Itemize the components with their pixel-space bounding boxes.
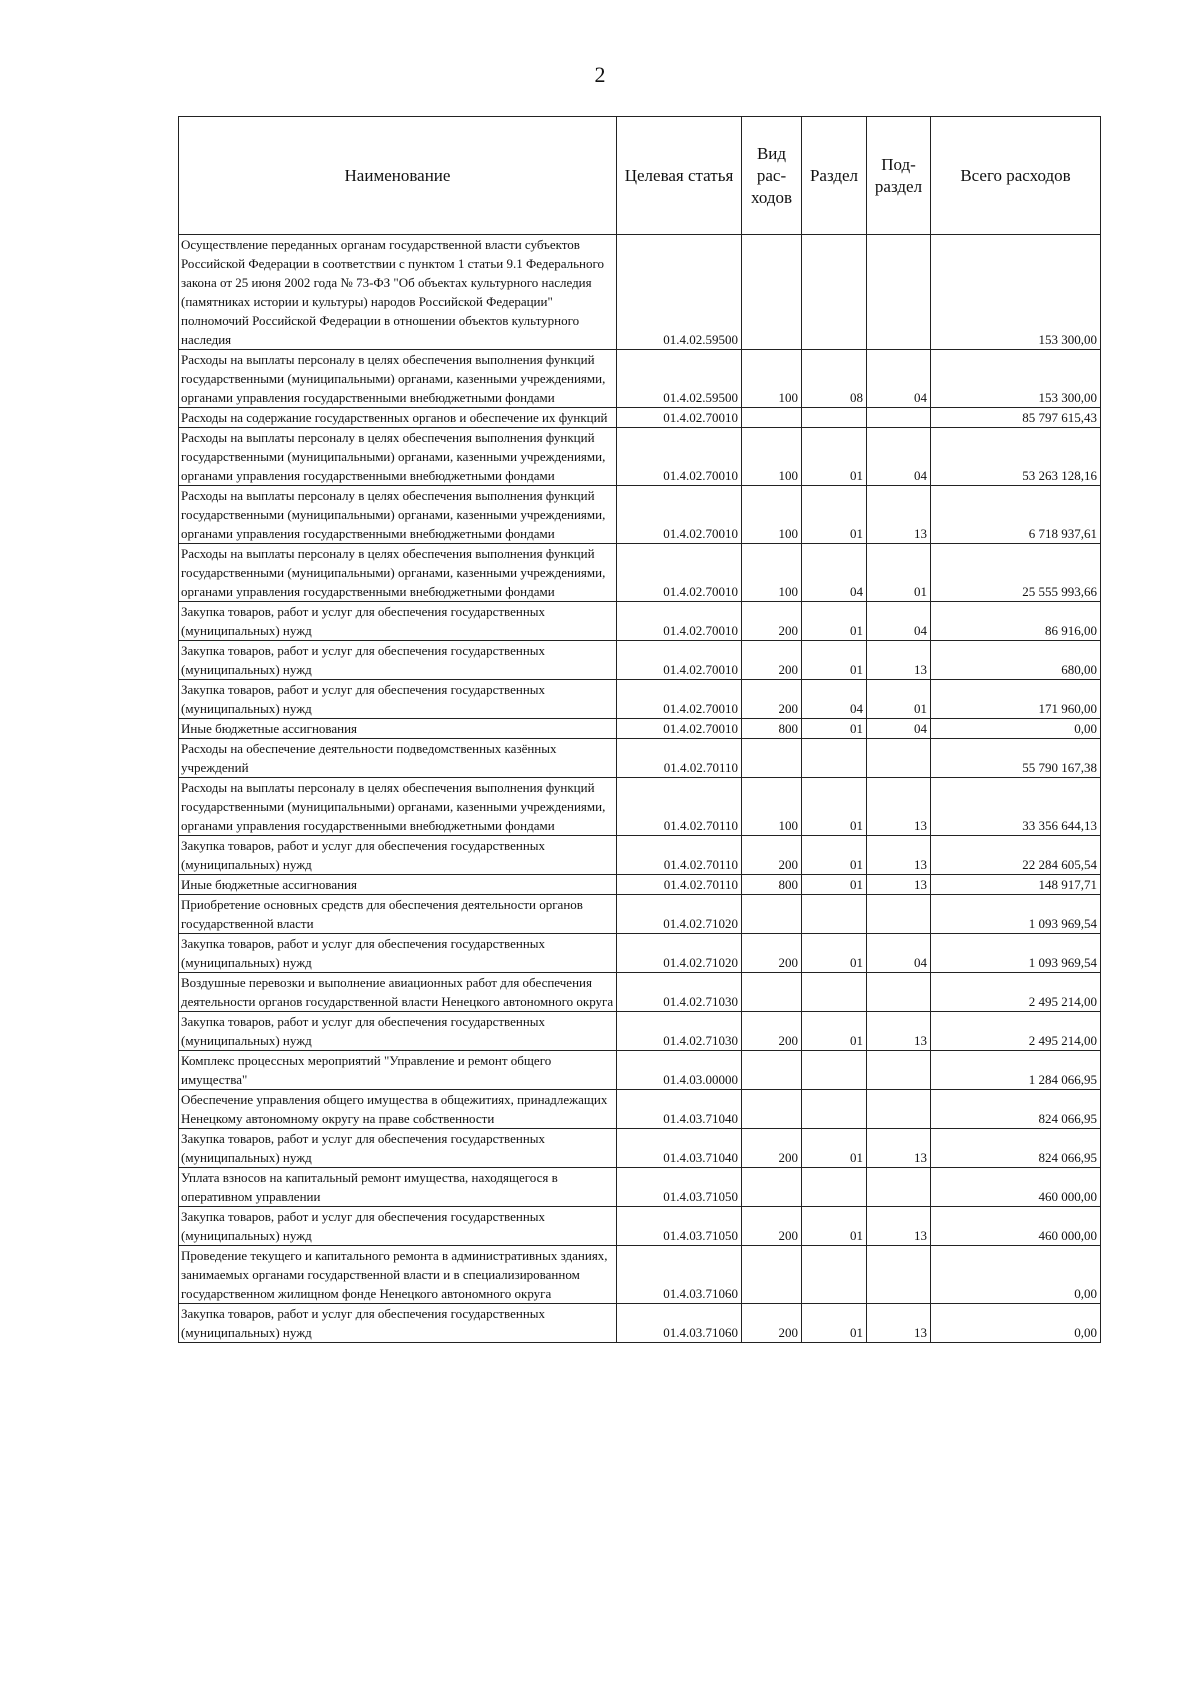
cell-target: 01.4.03.71050 [617,1168,742,1207]
cell-name: Приобретение основных средств для обеспечения деятельности органов государственной власти [179,895,617,934]
cell-target: 01.4.02.70110 [617,875,742,895]
cell-total: 0,00 [931,1246,1101,1304]
cell-subsection: 13 [867,836,931,875]
cell-target: 01.4.02.70010 [617,602,742,641]
table-row [179,973,1101,1012]
cell-total: 55 790 167,38 [931,739,1101,778]
table-row [179,428,1101,486]
cell-target: 01.4.02.70110 [617,778,742,836]
cell-section: 01 [802,1129,867,1168]
table-row [179,350,1101,408]
cell-target: 01.4.02.70010 [617,408,742,428]
cell-name: Комплекс процессных мероприятий "Управление и ремонт общего имущества" [179,1051,617,1090]
cell-type: 800 [742,875,802,895]
cell-subsection: 13 [867,1304,931,1343]
cell-type [742,1246,802,1304]
cell-type [742,1168,802,1207]
cell-name: Иные бюджетные ассигнования [179,719,617,739]
cell-type: 200 [742,680,802,719]
cell-total: 1 093 969,54 [931,895,1101,934]
cell-name: Закупка товаров, работ и услуг для обеспечения государственных (муниципальных) нужд [179,641,617,680]
cell-section: 01 [802,934,867,973]
cell-subsection: 13 [867,875,931,895]
cell-name: Закупка товаров, работ и услуг для обеспечения государственных (муниципальных) нужд [179,934,617,973]
cell-total: 85 797 615,43 [931,408,1101,428]
cell-section: 01 [802,1304,867,1343]
cell-total: 460 000,00 [931,1168,1101,1207]
table-header-row [179,117,1101,235]
cell-section [802,235,867,350]
cell-target: 01.4.02.70010 [617,641,742,680]
page-number: 2 [594,62,606,87]
cell-type: 100 [742,486,802,544]
table-row [179,641,1101,680]
cell-total: 0,00 [931,719,1101,739]
table-row [179,739,1101,778]
cell-total: 153 300,00 [931,235,1101,350]
table-row [179,544,1101,602]
cell-subsection: 01 [867,544,931,602]
table-row [179,778,1101,836]
cell-total: 33 356 644,13 [931,778,1101,836]
cell-total: 6 718 937,61 [931,486,1101,544]
table-row [179,719,1101,739]
cell-section [802,973,867,1012]
cell-section [802,1168,867,1207]
cell-target: 01.4.02.71030 [617,973,742,1012]
cell-type: 200 [742,934,802,973]
cell-total: 86 916,00 [931,602,1101,641]
cell-name: Расходы на обеспечение деятельности подведомственных казённых учреждений [179,739,617,778]
cell-section [802,1246,867,1304]
cell-target: 01.4.02.70010 [617,428,742,486]
cell-name: Закупка товаров, работ и услуг для обеспечения государственных (муниципальных) нужд [179,1207,617,1246]
cell-target: 01.4.03.71050 [617,1207,742,1246]
cell-section: 01 [802,602,867,641]
cell-section [802,739,867,778]
cell-subsection [867,973,931,1012]
cell-subsection: 04 [867,350,931,408]
cell-section [802,1051,867,1090]
cell-subsection: 13 [867,486,931,544]
cell-section [802,408,867,428]
cell-total: 53 263 128,16 [931,428,1101,486]
cell-type [742,1051,802,1090]
cell-target: 01.4.02.70110 [617,836,742,875]
cell-subsection [867,235,931,350]
cell-total: 824 066,95 [931,1090,1101,1129]
cell-type: 200 [742,1012,802,1051]
cell-name: Закупка товаров, работ и услуг для обеспечения государственных (муниципальных) нужд [179,1129,617,1168]
cell-target: 01.4.03.71040 [617,1129,742,1168]
cell-target: 01.4.02.71020 [617,934,742,973]
cell-target: 01.4.03.71060 [617,1304,742,1343]
budget-table [178,116,1101,1343]
table-row [179,1012,1101,1051]
table-row [179,895,1101,934]
cell-section: 01 [802,1207,867,1246]
cell-name: Закупка товаров, работ и услуг для обеспечения государственных (муниципальных) нужд [179,680,617,719]
cell-subsection: 13 [867,641,931,680]
cell-type: 200 [742,602,802,641]
cell-target: 01.4.02.70110 [617,739,742,778]
table-row [179,235,1101,350]
cell-subsection: 04 [867,428,931,486]
cell-subsection: 01 [867,680,931,719]
cell-subsection [867,1168,931,1207]
cell-name: Расходы на выплаты персоналу в целях обеспечения выполнения функций государственными (муниципальными) органами, казенными учреждениями, органами управления государственными внебюджетными фондами [179,778,617,836]
cell-section: 01 [802,428,867,486]
cell-type [742,895,802,934]
cell-target: 01.4.02.71030 [617,1012,742,1051]
cell-name: Расходы на содержание государственных органов и обеспечение их функций [179,408,617,428]
table-row [179,1246,1101,1304]
cell-total: 680,00 [931,641,1101,680]
cell-section: 01 [802,875,867,895]
cell-subsection [867,739,931,778]
cell-total: 148 917,71 [931,875,1101,895]
cell-name: Воздушные перевозки и выполнение авиационных работ для обеспечения деятельности органов государственной власти Ненецкого автономного округа [179,973,617,1012]
cell-total: 0,00 [931,1304,1101,1343]
header-name: Наименование [179,117,617,235]
cell-type [742,739,802,778]
cell-total: 2 495 214,00 [931,1012,1101,1051]
header-section: Раздел [802,117,867,235]
cell-target: 01.4.03.71060 [617,1246,742,1304]
table-row [179,680,1101,719]
cell-target: 01.4.02.59500 [617,235,742,350]
cell-name: Закупка товаров, работ и услуг для обеспечения государственных (муниципальных) нужд [179,602,617,641]
cell-total: 824 066,95 [931,1129,1101,1168]
cell-total: 460 000,00 [931,1207,1101,1246]
cell-target: 01.4.03.71040 [617,1090,742,1129]
cell-section: 04 [802,680,867,719]
cell-name: Закупка товаров, работ и услуг для обеспечения государственных (муниципальных) нужд [179,1304,617,1343]
cell-type: 200 [742,641,802,680]
cell-subsection: 13 [867,1129,931,1168]
cell-subsection: 04 [867,934,931,973]
cell-total: 25 555 993,66 [931,544,1101,602]
cell-name: Обеспечение управления общего имущества в общежитиях, принадлежащих Ненецкому автономному округу на праве собственности [179,1090,617,1129]
cell-type: 100 [742,350,802,408]
cell-subsection [867,1051,931,1090]
cell-type [742,235,802,350]
cell-type [742,408,802,428]
cell-subsection [867,1090,931,1129]
cell-target: 01.4.02.70010 [617,544,742,602]
table-row [179,1129,1101,1168]
cell-target: 01.4.02.59500 [617,350,742,408]
cell-type: 200 [742,1207,802,1246]
cell-target: 01.4.02.71020 [617,895,742,934]
cell-total: 22 284 605,54 [931,836,1101,875]
cell-type: 100 [742,428,802,486]
cell-target: 01.4.02.70010 [617,486,742,544]
table-row [179,486,1101,544]
cell-name: Закупка товаров, работ и услуг для обеспечения государственных (муниципальных) нужд [179,836,617,875]
cell-name: Уплата взносов на капитальный ремонт имущества, находящегося в оперативном управлении [179,1168,617,1207]
cell-subsection: 04 [867,719,931,739]
cell-section [802,895,867,934]
cell-subsection: 04 [867,602,931,641]
cell-section: 01 [802,836,867,875]
cell-type: 800 [742,719,802,739]
cell-total: 1 093 969,54 [931,934,1101,973]
cell-type: 200 [742,836,802,875]
cell-section: 04 [802,544,867,602]
cell-section: 01 [802,486,867,544]
table-row [179,1090,1101,1129]
cell-subsection [867,408,931,428]
cell-section: 01 [802,641,867,680]
table-row [179,934,1101,973]
cell-subsection: 13 [867,778,931,836]
cell-target: 01.4.03.00000 [617,1051,742,1090]
cell-total: 2 495 214,00 [931,973,1101,1012]
table-row [179,1304,1101,1343]
cell-section: 01 [802,1012,867,1051]
cell-name: Расходы на выплаты персоналу в целях обеспечения выполнения функций государственными (муниципальными) органами, казенными учреждениями, органами управления государственными внебюджетными фондами [179,544,617,602]
table-row [179,408,1101,428]
cell-subsection [867,1246,931,1304]
cell-subsection [867,895,931,934]
cell-section: 01 [802,719,867,739]
cell-type: 200 [742,1304,802,1343]
table-row [179,1207,1101,1246]
cell-type: 100 [742,778,802,836]
header-subsection: Под- раздел [867,117,931,235]
table-row [179,602,1101,641]
table-body [179,235,1101,1343]
cell-type [742,973,802,1012]
cell-target: 01.4.02.70010 [617,719,742,739]
cell-name: Осуществление переданных органам государственной власти субъектов Российской Федерации в соответствии с пунктом 1 статьи 9.1 Федерального закона от 25 июня 2002 года № 73-ФЗ "Об объектах культурного наследия (памятниках истории и культуры) народов Российской Федерации" полномочий Российской Федерации в отношении объектов культурного наследия [179,235,617,350]
cell-target: 01.4.02.70010 [617,680,742,719]
cell-section [802,1090,867,1129]
table-row [179,1168,1101,1207]
cell-total: 1 284 066,95 [931,1051,1101,1090]
cell-type [742,1090,802,1129]
table-row [179,1051,1101,1090]
cell-total: 153 300,00 [931,350,1101,408]
cell-name: Закупка товаров, работ и услуг для обеспечения государственных (муниципальных) нужд [179,1012,617,1051]
cell-type: 100 [742,544,802,602]
cell-name: Иные бюджетные ассигнования [179,875,617,895]
cell-subsection: 13 [867,1207,931,1246]
cell-type: 200 [742,1129,802,1168]
cell-name: Расходы на выплаты персоналу в целях обеспечения выполнения функций государственными (муниципальными) органами, казенными учреждениями, органами управления государственными внебюджетными фондами [179,486,617,544]
cell-section: 08 [802,350,867,408]
table-row [179,875,1101,895]
cell-subsection: 13 [867,1012,931,1051]
cell-section: 01 [802,778,867,836]
cell-total: 171 960,00 [931,680,1101,719]
table-row [179,836,1101,875]
header-type: Вид рас- ходов [742,117,802,235]
cell-name: Расходы на выплаты персоналу в целях обеспечения выполнения функций государственными (муниципальными) органами, казенными учреждениями, органами управления государственными внебюджетными фондами [179,350,617,408]
cell-name: Расходы на выплаты персоналу в целях обеспечения выполнения функций государственными (муниципальными) органами, казенными учреждениями, органами управления государственными внебюджетными фондами [179,428,617,486]
header-total: Всего расходов [931,117,1101,235]
cell-name: Проведение текущего и капитального ремонта в административных зданиях, занимаемых органами государственной власти и в специализированном государственном жилищном фонде Ненецкого автономного округа [179,1246,617,1304]
header-target: Целевая статья [617,117,742,235]
